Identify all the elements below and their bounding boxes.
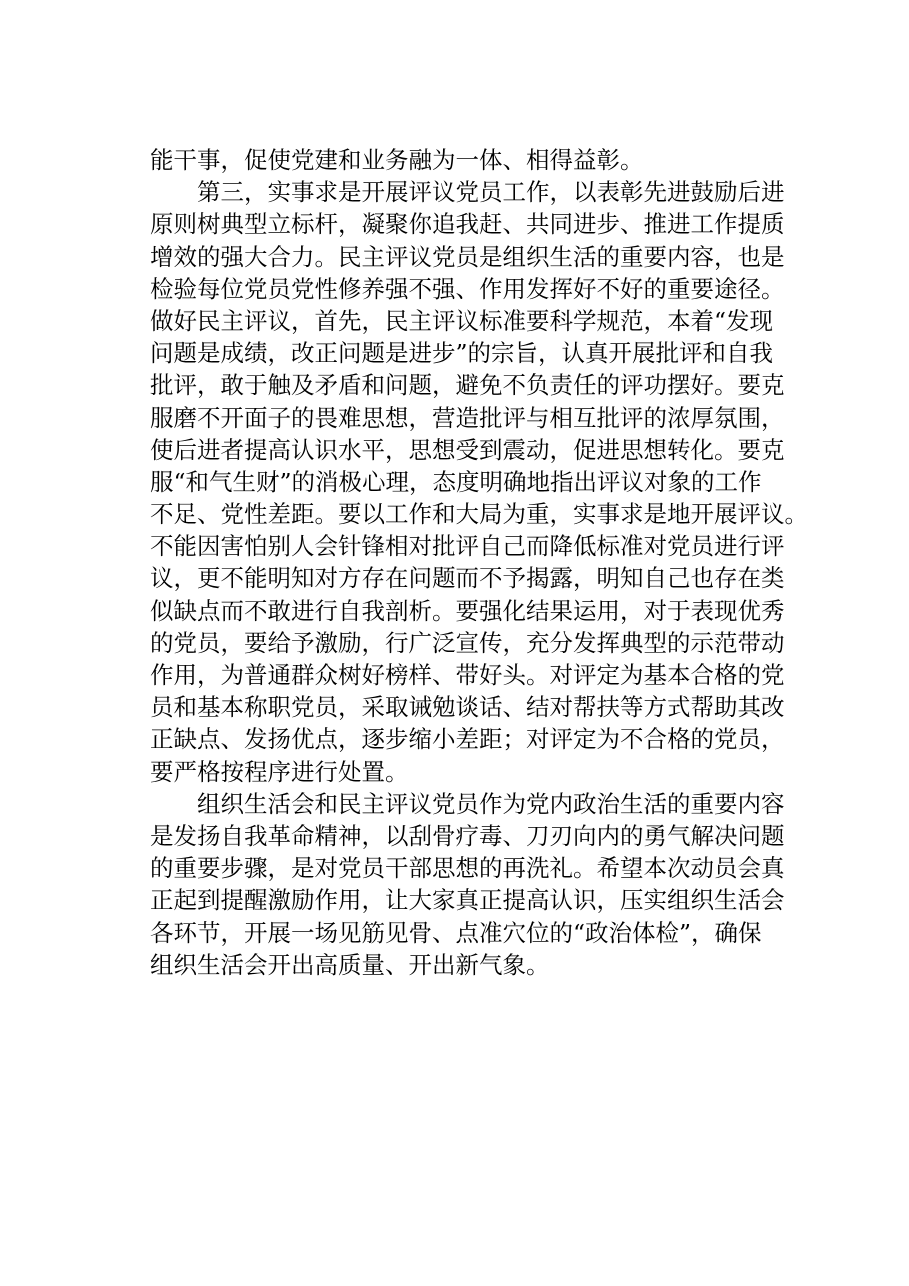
- paragraph-3-line-6: 组织生活会开出高质量、开出新气象。: [150, 950, 550, 979]
- paragraph-2-line-17: 员和基本称职党员，采取诫勉谈话、结对帮扶等方式帮助其改: [150, 693, 785, 722]
- paragraph-2-line-16: 作用，为普通群众树好榜样、带好头。对评定为基本合格的党: [150, 661, 785, 689]
- paragraph-3-line-5: 各环节，开展一场见筋见骨、点准穴位的“政治体检”，确保: [150, 918, 762, 947]
- paragraph-2-line-3: 增效的强大合力。民主评议党员是组织生活的重要内容，也是: [150, 242, 785, 271]
- paragraph-2-line-4: 检验每位党员党性修养强不强、作用发挥好不好的重要途径。: [150, 274, 785, 303]
- paragraph-2-line-15: 的党员，要给予激励，行广泛宣传，充分发挥典型的示范带动: [150, 628, 785, 657]
- paragraph-2-line-5: 做好民主评议，首先，民主评议标准要科学规范，本着“发现: [150, 306, 774, 335]
- paragraph-2-line-7: 批评，敢于触及矛盾和问题，避免不负责任的评功摆好。要克: [150, 371, 785, 400]
- paragraph-2-line-11: 不足、党性差距。要以工作和大局为重，实事求是地开展评议。: [150, 500, 808, 529]
- paragraph-2-line-1: 第三，实事求是开展评议党员工作，以表彰先进鼓励后进: [197, 178, 785, 207]
- paragraph-3-line-2: 是发扬自我革命精神，以刮骨疗毒、刀刃向内的勇气解决问题: [150, 821, 785, 850]
- paragraph-2-line-13: 议，更不能明知对方存在问题而不予揭露，明知自己也存在类: [150, 564, 785, 593]
- paragraph-1-line-1: 能干事，促使党建和业务融为一体、相得益彰。: [150, 146, 644, 174]
- paragraph-2-line-14: 似缺点而不敢进行自我剖析。要强化结果运用，对于表现优秀: [150, 596, 785, 625]
- paragraph-2-line-2: 原则树典型立标杆，凝聚你追我赶、共同进步、推进工作提质: [150, 210, 785, 239]
- paragraph-2-line-19: 要严格按程序进行处置。: [150, 757, 409, 786]
- paragraph-2-line-18: 正缺点、发扬优点，逐步缩小差距；对评定为不合格的党员，: [150, 725, 785, 754]
- document-body: [150, 144, 810, 981]
- paragraph-2-line-9: 使后进者提高认识水平，思想受到震动，促进思想转化。要克: [150, 435, 785, 464]
- paragraph-3-line-4: 正起到提醒激励作用，让大家真正提高认识，压实组织生活会: [150, 886, 785, 915]
- paragraph-2-line-6: 问题是成绩，改正问题是进步”的宗旨，认真开展批评和自我: [150, 339, 774, 368]
- paragraph-2-line-8: 服磨不开面子的畏难思想，营造批评与相互批评的浓厚氛围，: [150, 403, 785, 432]
- paragraph-3-line-1: 组织生活会和民主评议党员作为党内政治生活的重要内容: [197, 789, 785, 818]
- paragraph-2-line-12: 不能因害怕别人会针锋相对批评自己而降低标准对党员进行评: [150, 532, 785, 561]
- paragraph-3-line-3: 的重要步骤，是对党员干部思想的再洗礼。希望本次动员会真: [150, 854, 785, 883]
- paragraph-2-line-10: 服“和气生财”的消极心理，态度明确地指出评议对象的工作: [150, 467, 762, 496]
